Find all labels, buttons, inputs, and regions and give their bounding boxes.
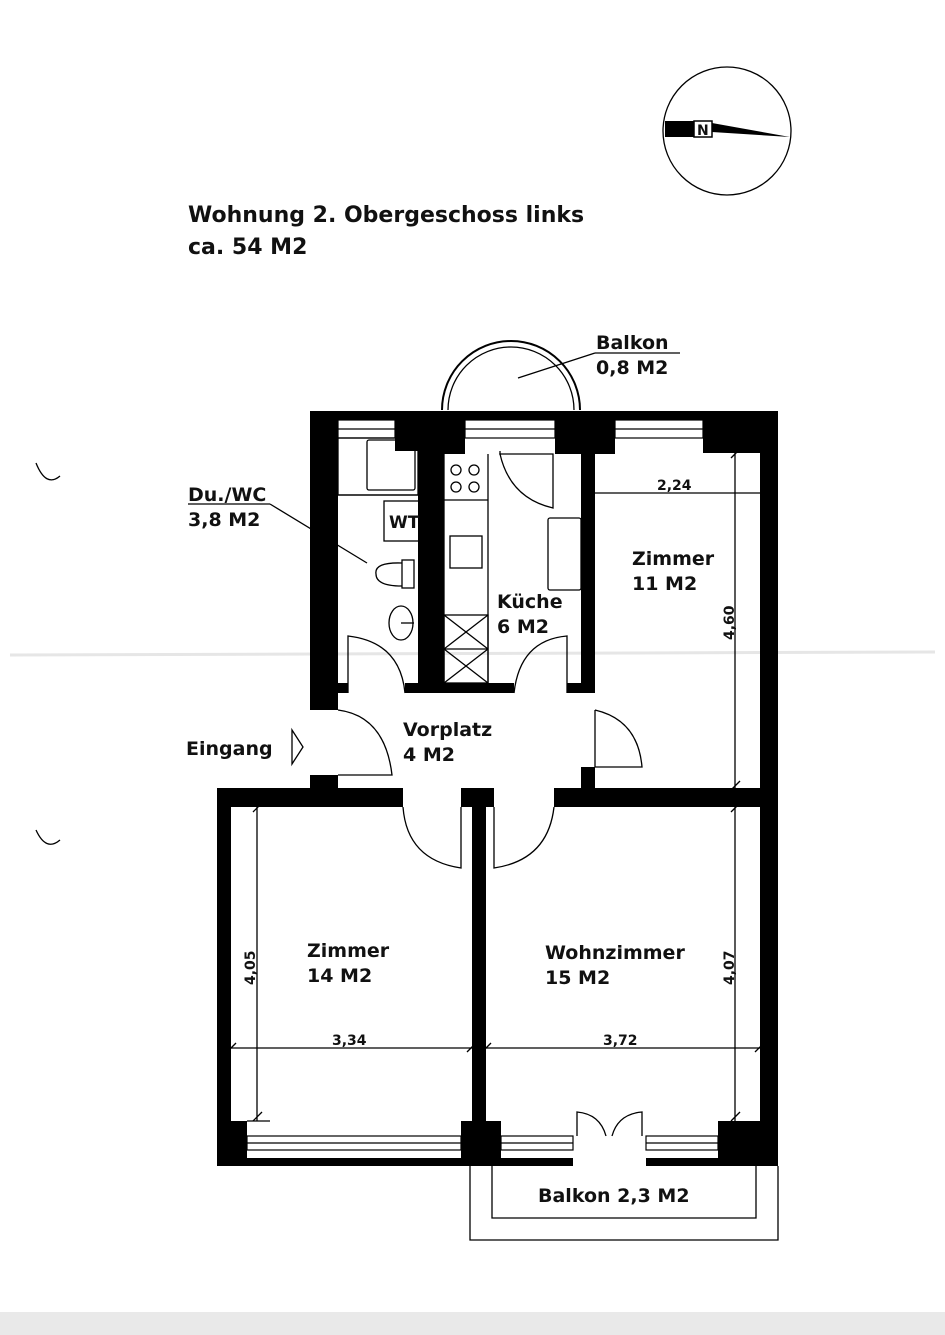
duwc-area: 3,8 M2 (188, 509, 261, 531)
dim-wohnzimmer-width: 3,72 (603, 1033, 638, 1049)
zimmer-small-area: 11 M2 (632, 573, 698, 595)
balkon-top-name: Balkon (596, 332, 669, 354)
plan-title: Wohnung 2. Obergeschoss links (188, 203, 585, 228)
balkon-top-area: 0,8 M2 (596, 357, 669, 379)
dim-zimmer-small-width: 2,24 (657, 478, 692, 494)
zimmer-small-name: Zimmer (632, 548, 715, 570)
dim-zimmer-large-width: 3,34 (332, 1033, 367, 1049)
wohnzimmer-area: 15 M2 (545, 967, 611, 989)
stove-icon (451, 465, 479, 492)
vorplatz-name: Vorplatz (403, 719, 493, 741)
kueche-name: Küche (497, 591, 563, 613)
balkon-bottom-label: Balkon 2,3 M2 (538, 1185, 690, 1207)
duwc-name: Du./WC (188, 484, 267, 506)
wohnzimmer-name: Wohnzimmer (545, 942, 685, 964)
sink-icon (389, 606, 414, 640)
toilet-icon (376, 560, 414, 588)
kitchen-fixtures (444, 454, 581, 683)
walls (217, 411, 778, 1166)
north-arrow-icon (663, 67, 791, 195)
dimension-lines-zimmer-large (227, 803, 476, 1121)
punch-hole-mark (36, 463, 60, 480)
zimmer-large-name: Zimmer (307, 940, 390, 962)
punch-hole-mark (36, 830, 60, 844)
entrance-arrow-icon (292, 730, 303, 764)
bathroom-fixtures (188, 438, 428, 640)
kueche-area: 6 M2 (497, 616, 549, 638)
north-label: N (697, 123, 709, 139)
plan-area: ca. 54 M2 (188, 235, 308, 260)
fold-line (10, 652, 935, 655)
dim-wohnzimmer-depth: 4,07 (722, 950, 738, 985)
dim-zimmer-large-depth: 4,05 (243, 950, 259, 985)
dim-zimmer-small-depth: 4,60 (722, 605, 738, 640)
washbasin-label: WT (389, 513, 420, 533)
vorplatz-area: 4 M2 (403, 744, 455, 766)
eingang-label: Eingang (186, 738, 273, 760)
zimmer-large-area: 14 M2 (307, 965, 373, 987)
pantry-icon (444, 615, 488, 683)
